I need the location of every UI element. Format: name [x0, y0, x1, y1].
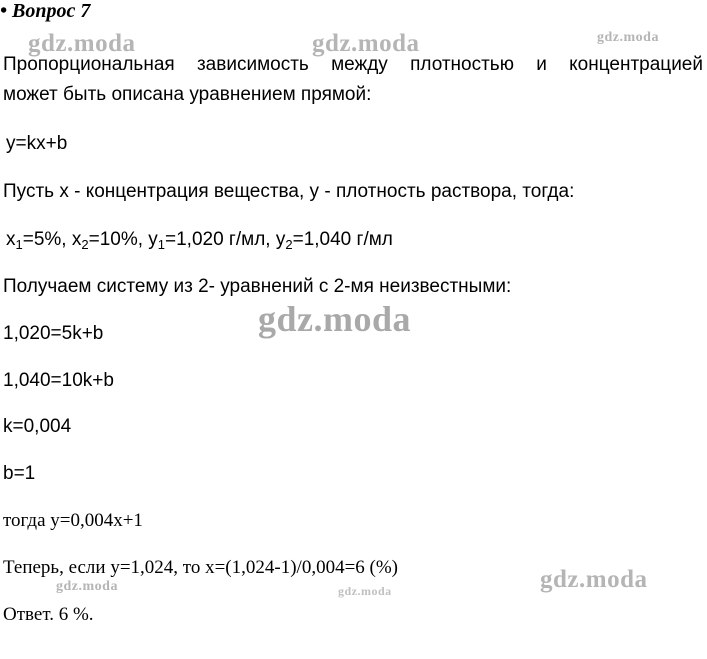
equation-2: 1,040=10k+b — [3, 370, 114, 391]
question-heading: • Вопрос 7 — [0, 0, 91, 22]
y1-subscript: 1 — [157, 237, 166, 252]
y2-subscript: 2 — [285, 237, 293, 252]
line-equation: y=kx+b — [6, 133, 68, 154]
x1-variable: x — [6, 229, 16, 250]
x2-subscript: 2 — [81, 237, 89, 252]
watermark: gdz.moda — [258, 299, 412, 339]
system-intro-line: Получаем систему из 2- уравнений с 2-мя неизвестными: — [3, 276, 512, 297]
b-value: b=1 — [3, 463, 36, 484]
definition-line: Пусть х - концентрация вещества, y - плотность раствора, тогда: — [3, 181, 575, 202]
watermark: gdz.moda — [338, 584, 392, 598]
y1-value: =1,020 г/мл, y — [165, 229, 286, 250]
intro-line-1: Пропорциональная зависимость между плотностью и концентрацией — [3, 54, 703, 75]
equation-1: 1,020=5k+b — [3, 323, 104, 344]
k-value: k=0,004 — [3, 416, 72, 437]
y2-value: =1,040 г/мл — [292, 229, 393, 250]
x2-value: =10%, y — [88, 229, 158, 250]
result-equation: тогда y=0,004x+1 — [3, 510, 143, 531]
intro-line-2: может быть описана уравнением прямой: — [3, 84, 372, 105]
watermark: gdz.moda — [540, 566, 648, 593]
x1-subscript: 1 — [15, 237, 23, 252]
watermark: gdz.moda — [597, 30, 659, 45]
solution-line: Теперь, если y=1,024, то x=(1,024-1)/0,004=6 (%) — [3, 557, 399, 578]
x1-value: =5%, x — [22, 229, 82, 250]
answer-line: Ответ. 6 %. — [3, 604, 94, 625]
watermark: gdz.moda — [28, 30, 136, 57]
watermark: gdz.moda — [312, 30, 420, 57]
watermark: gdz.moda — [56, 579, 118, 594]
values-line — [6, 229, 393, 251]
